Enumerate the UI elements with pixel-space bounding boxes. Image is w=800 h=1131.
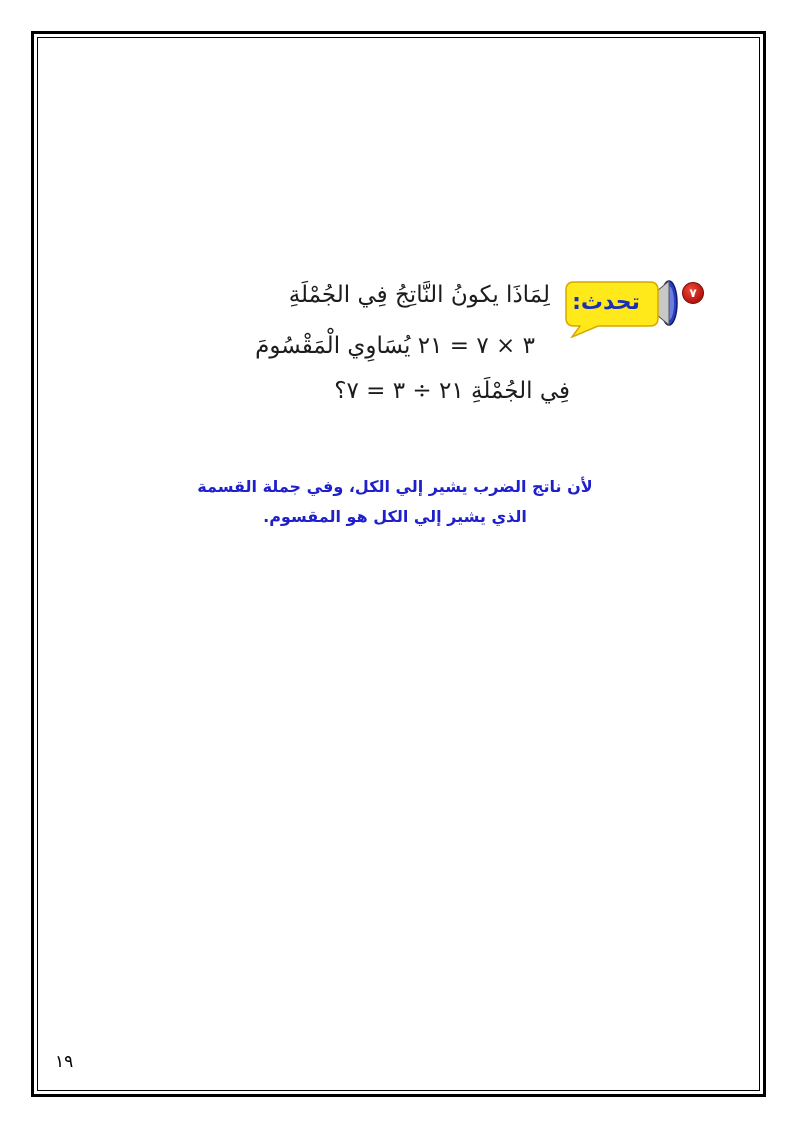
question-number-badge: ٧: [682, 282, 704, 304]
page-border-inner: [37, 37, 760, 1091]
question-line-1: لِمَاذَا يكونُ النَّاتِجُ فِي الجُمْلَةِ: [288, 282, 550, 308]
question-line-3: فِي الجُمْلَةِ ٢١ ÷ ٣ = ٧؟: [334, 378, 570, 404]
page-number: ١٩: [55, 1052, 74, 1072]
answer-line-1: لأن ناتج الضرب يشير إلي الكل، وفي جملة القسمة: [197, 477, 593, 496]
answer-text: [180, 472, 610, 532]
question-line-2: ٣ × ٧ = ٢١ يُسَاوِي الْمَقْسُومَ: [255, 333, 535, 359]
question-block: [255, 270, 710, 430]
answer-line-2: الذي يشير إلي الكل هو المقسوم.: [263, 507, 527, 526]
speak-label: تحدث:: [572, 290, 640, 315]
